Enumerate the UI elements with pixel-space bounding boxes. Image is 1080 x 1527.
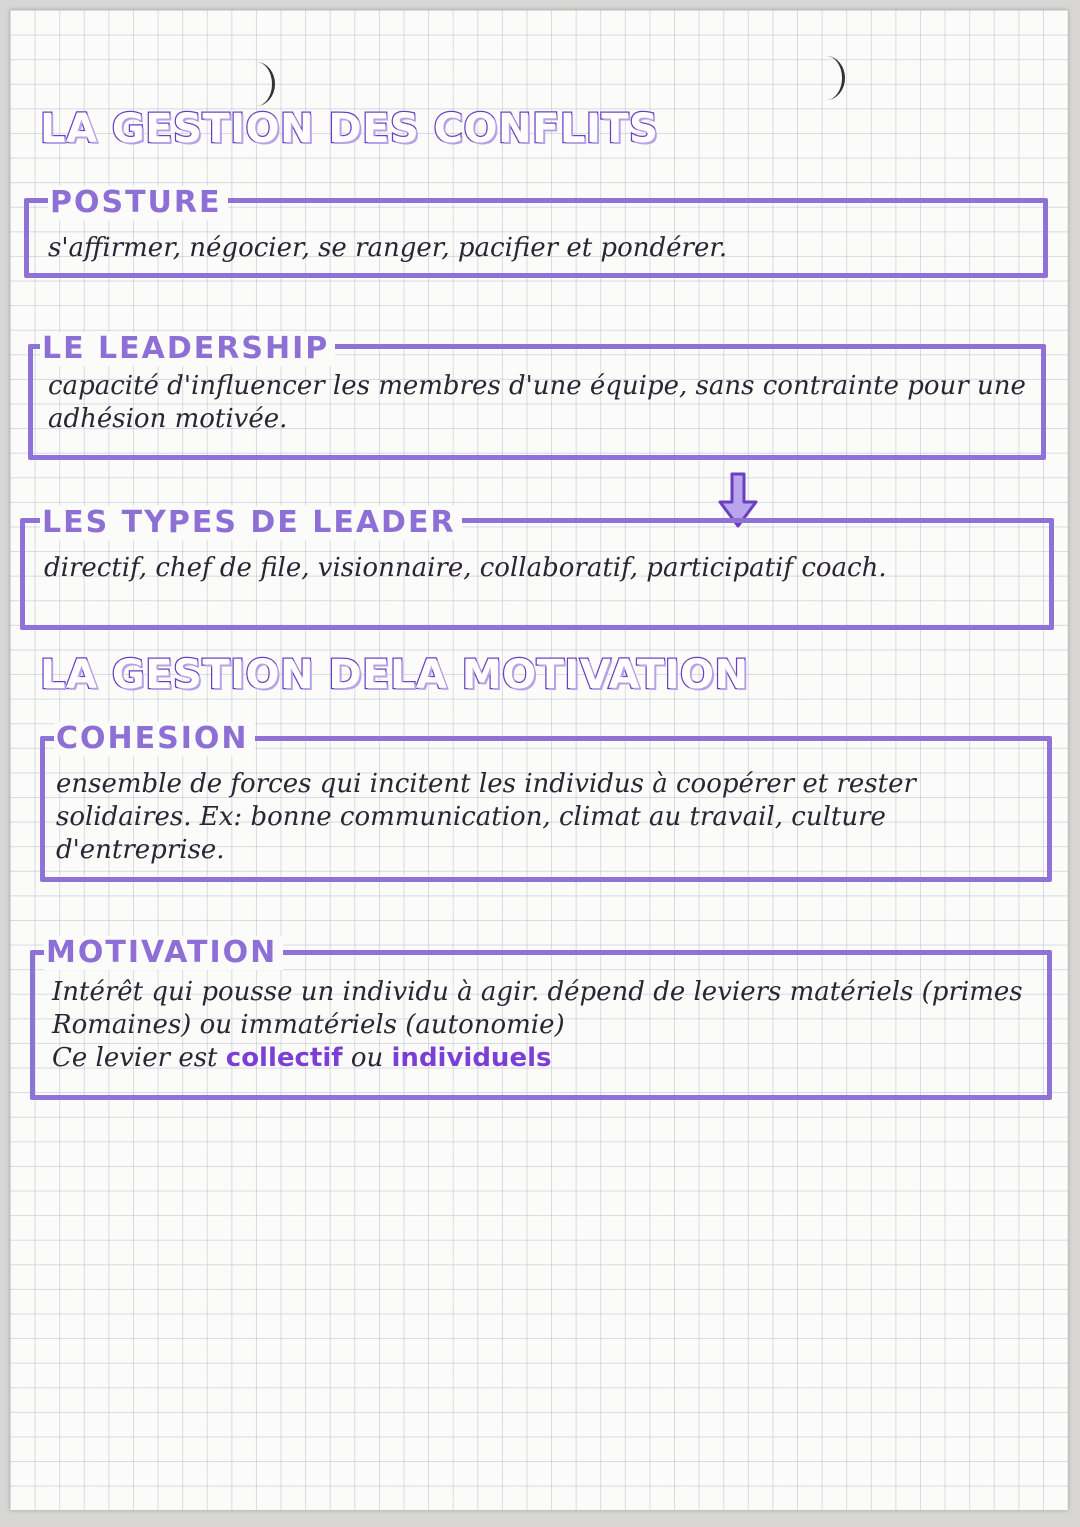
- types-heading: LES TYPES DE LEADER: [40, 506, 462, 540]
- highlight-collectif: collectif: [225, 1043, 343, 1073]
- binder-hole: [238, 62, 275, 106]
- motivation-text: [52, 976, 1042, 1075]
- page-title-conflicts: LA GESTION DES CONFLITS: [40, 106, 659, 152]
- notebook-page: [10, 10, 1068, 1510]
- types-text: directif, chef de file, visionnaire, collaboratif, participatif coach.: [44, 553, 887, 583]
- cohesion-heading: COHESION: [54, 722, 255, 756]
- leadership-heading: LE LEADERSHIP: [40, 332, 335, 366]
- motivation-or: ou: [350, 1043, 384, 1073]
- highlight-individuels: individuels: [391, 1043, 552, 1073]
- motivation-end: Ce levier est: [52, 1043, 218, 1073]
- leadership-text: capacité d'influencer les membres d'une équipe, sans contrainte pour une adhésion motivée.: [48, 371, 1026, 434]
- posture-heading: POSTURE: [48, 186, 228, 220]
- binder-hole: [808, 56, 845, 100]
- posture-text: s'affirmer, négocier, se ranger, pacifier et pondérer.: [48, 233, 728, 263]
- cohesion-text: ensemble de forces qui incitent les individus à coopérer et rester solidaires. Ex: bonne communication, climat au travail, culture d'entreprise.: [56, 769, 916, 865]
- motivation-body: Intérêt qui pousse un individu à agir. dépend de leviers matériels (primes Romaines) ou immatériels (autonomie): [52, 977, 1023, 1040]
- page-title-motivation: LA GESTION DELA MOTIVATION: [40, 652, 749, 698]
- motivation-heading: MOTIVATION: [44, 936, 283, 970]
